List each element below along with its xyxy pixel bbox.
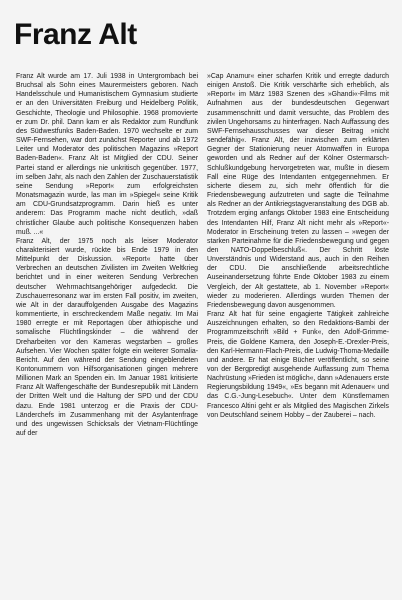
text-column-right [207,72,389,592]
article-body [16,72,389,592]
page-title: Franz Alt [14,18,137,51]
text-column-left [16,72,198,592]
paragraph: Franz Alt, der 1975 noch als leiser Moderator charakterisiert wurde, rückte bis Ende 1979 in den Mittelpunkt der Diskussion. »Report« hatte über Verbrechen an deutschen Zivilisten im Zweiten Weltkrieg berichtet und in einer weiteren Sendung Verbrechen deutscher Wehrmachtsangehöriger aufgedeckt. Die Zuschauerresonanz war im ersten Fall positiv, im zweiten, wie Alt in der darauffolgenden Ausgabe des Magazins kommentierte, in erschreckendem Maße negativ. Im Mai 1980 erregte er mit Reportagen über äthiopische und somalische Flüchtlingskinder – die während der Dreharbeiten vor den Kameras wegstarben – großes Aufsehen. Vier Wochen später folgte ein weiterer Somalia-Bericht. Auf den während der Sendung eingeblendeten Kontonummern von Hilfsorganisationen gingen mehrere Millionen Mark an Spenden ein. Im Januar 1981 kritisierte Franz Alt Waffengeschäfte der Bundesrepublik mit Ländern der Dritten Welt und die Haltung der SPD und der CDU dazu. Ende 1981 unterzog er die Praxis der CDU-Länderchefs im Zusammenhang mit der Asylantenfrage und des ungewissen Schicksals der Vietnam-Flüchtlinge auf der [16,237,198,438]
paragraph: Franz Alt hat für seine engagierte Tätigkeit zahlreiche Auszeichnungen erhalten, so den Redaktions-Bambi der Programmzeitschrift »Bild + Funk«, den Adolf-Grimme-Preis, die Goldene Kamera, den Joseph-E.-Drexler-Preis, den Karl-Hermann-Flach-Preis, die Ludwig-Thoma-Medaille und andere. Er hat einige Bücher veröffentlicht, so seine von der Bergpredigt ausgehende Auffassung zum Thema Nachrüstung »Frieden ist möglich«, dann »Adenauers erste Regierungsbildung 1949«, »Es begann mit Adenauer« und das C.G.-Jung-Lesebuch«. Unter dem Künstlernamen Francesco Altini geht er als Mitglied des Magischen Zirkels von Deutschland seinem Hobby – der Zauberei – nach. [207,311,389,419]
paragraph: »Cap Anamur« einer scharfen Kritik und erregte dadurch einigen Anstoß. Die Kritik verschärfte sich erheblich, als »Report« im März 1983 Szenen des »Ghandi«-Films mit Aufnahmen aus der bundesdeutschen Gegenwart zusammenschnitt und damit versuchte, das Problem des zivilen Ungehorsams zu hinterfragen. Nach Auffassung des SWF-Fernsehausschusses war dieser Beitrag »nicht sendefähig«. Franz Alt, der inzwischen zum erklärten Gegner der Stationierung neuer Atomwaffen in Europa geworden und als Redner auf der Kölner Ostermarsch-Schlußkundgebung hervorgetreten war, mußte in diesem Fall eine Rüge des Intendanten entgegennehmen. Er sicherte diesem zu, sich mehr öffentlich für die Friedensbewegung aufzutreten und sagte die Teilnahme als Redner an der Antikriegstagveranstaltung des DGB ab. Trotzdem erging anfangs Oktober 1983 eine Entscheidung des Intendanten Hilf, Franz Alt nicht mehr als »Report«-Moderator in Erscheinung treten zu lassen – »wegen der starken Parteinahme für die Friedensbewegung und gegen den NATO-Doppelbeschluß«. Der Schritt löste Unverständnis und Widerstand aus, auch in den Reihen der CDU. Die anschließende arbeitsrechtliche Auseinandersetzung führte Ende Oktober 1983 zu einem Vergleich, der Alt gestattete, ab 1. November »Report« wieder zu moderieren. Allerdings wurden Themen der Friedensbewegung davon ausgenommen. [207,73,389,309]
paragraph: Franz Alt wurde am 17. Juli 1938 in Untergrombach bei Bruchsal als Sohn eines Maurermeisters geboren. Nach Handelsschule und Humanistischem Gymnasium studierte er an den Universitäten Freiburg und Heidelberg Politik, Geschichte, Theologie und Philosophie. 1968 promovierte er zum Dr. phil. Dann kam er als Redaktor zum Rundfunk des Südwestfunks Baden-Baden. 1970 wechselte er zum SWF-Fernsehen, war dort zunächst Reporter und ab 1972 Leiter und Moderator des politischen Magazins »Report Baden-Baden«. Franz Alt ist Mitglied der CDU. Seiner Partei stand er allerdings nie unkritisch gegenüber. 1977, im selben Jahr, als nach den Zahlen der Zuschauerstatistik seine Sendung »Report« zum erfolgreichsten Monatsmagazin wurde, las man im »Spiegel« seine Kritik am CDU-Grundsatzprogramm. Darin hieß es unter anderem: Das Programm mache nicht deutlich, »daß christlicher Glaube auch politische Konsequenzen haben muß. ...« [16,73,198,236]
